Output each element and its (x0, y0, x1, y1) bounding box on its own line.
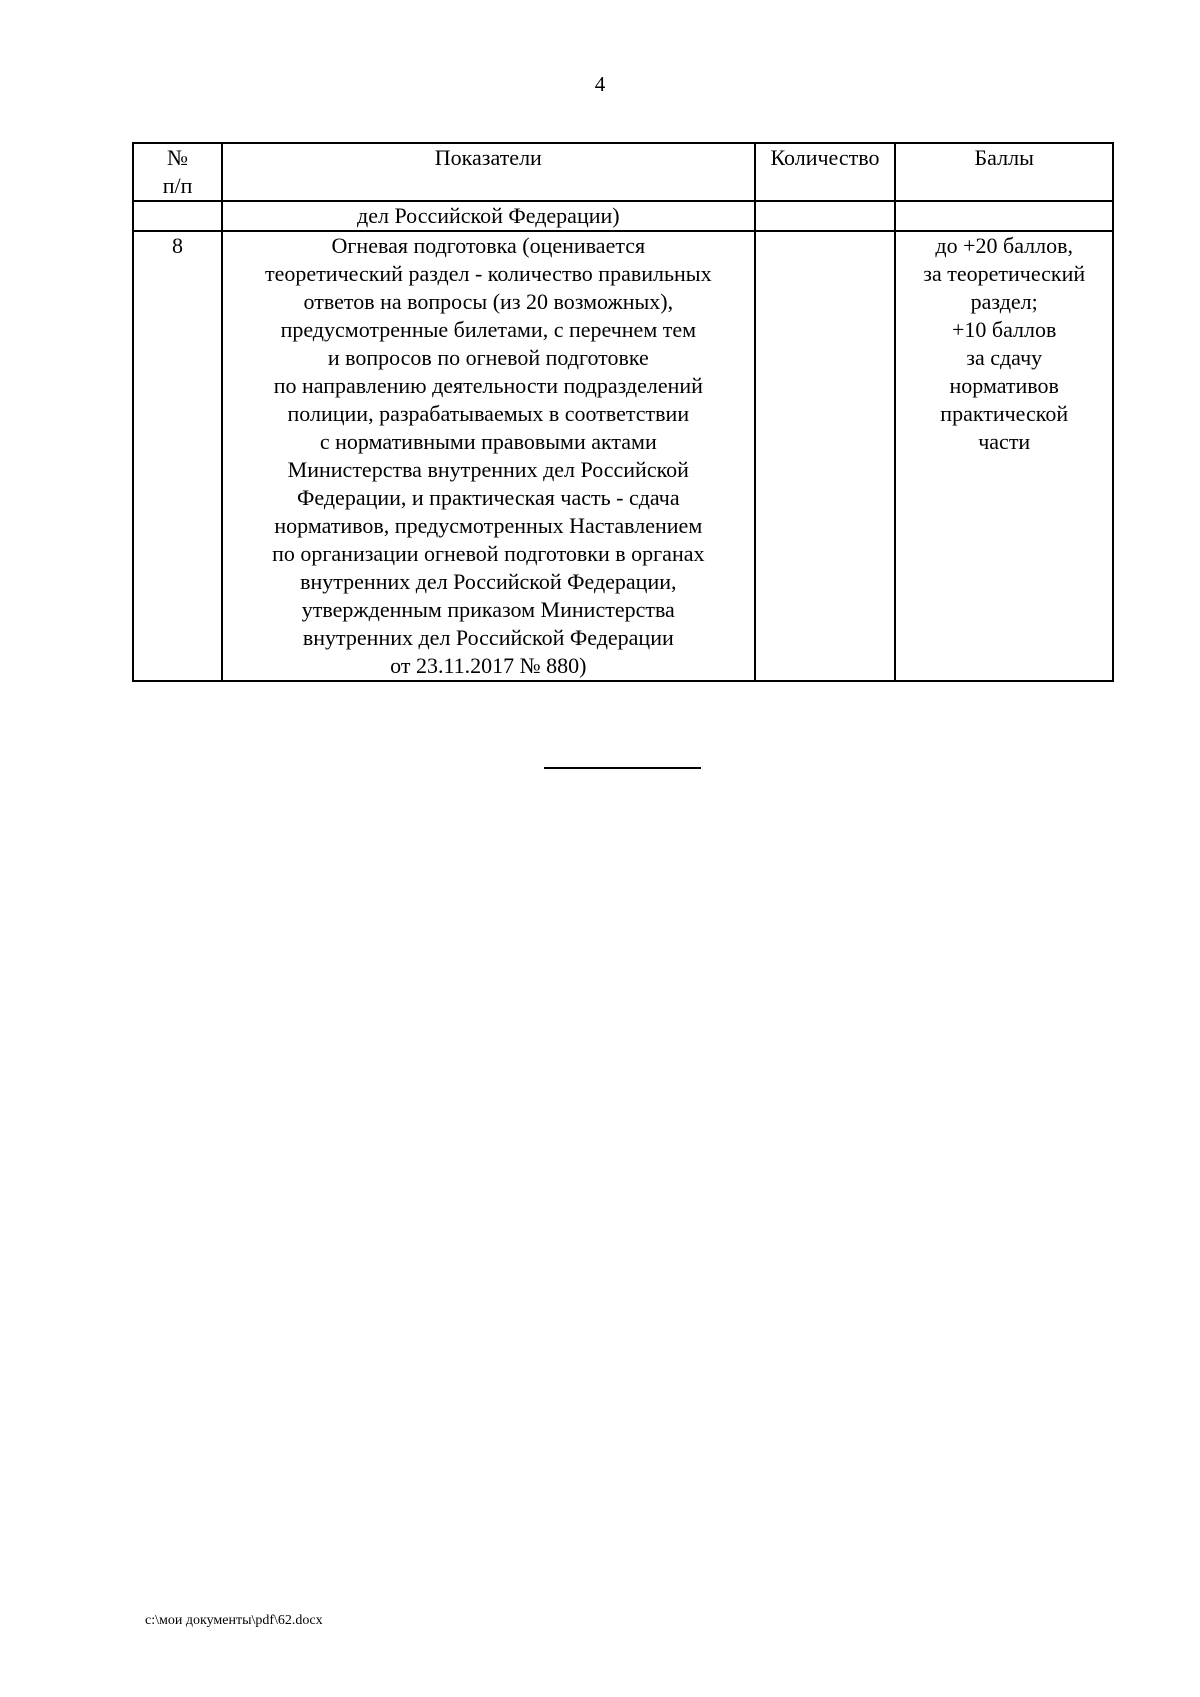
cell-quantity (755, 201, 896, 231)
cell-score: до +20 баллов, за теоретический раздел; +10 баллов за сдачу нормативов практической части (895, 231, 1113, 681)
header-number: № п/п (133, 143, 222, 201)
cell-indicators: Огневая подготовка (оценивается теоретический раздел - количество правильных ответов на вопросы (из 20 возможных), предусмотренные билетами, с перечнем тем и вопросов по огневой подготовке по направлению деятельности подразделений полиции, разрабатываемых в соответствии с нормативными правовыми актами Министерства внутренних дел Российской Федерации, и практическая часть - сдача нормативов, предусмотренных Наставлением по организации огневой подготовки в органах внутренних дел Российской Федерации, утвержденным приказом Министерства внутренних дел Российской Федерации от 23.11.2017 № 880) (222, 231, 754, 681)
table-header-row (133, 143, 1113, 201)
header-indicators: Показатели (222, 143, 754, 201)
cell-number (133, 201, 222, 231)
cell-indicators: дел Российской Федерации) (222, 201, 754, 231)
end-divider (544, 767, 701, 769)
table-row-continuation (133, 201, 1113, 231)
indicators-table (132, 142, 1114, 682)
footer-file-path: c:\мои документы\pdf\62.docx (145, 1613, 323, 1628)
cell-score (895, 201, 1113, 231)
table-row (133, 231, 1113, 681)
page-number: 4 (594, 72, 606, 96)
header-score: Баллы (895, 143, 1113, 201)
header-quantity: Количество (755, 143, 896, 201)
cell-quantity (755, 231, 896, 681)
cell-number: 8 (133, 231, 222, 681)
